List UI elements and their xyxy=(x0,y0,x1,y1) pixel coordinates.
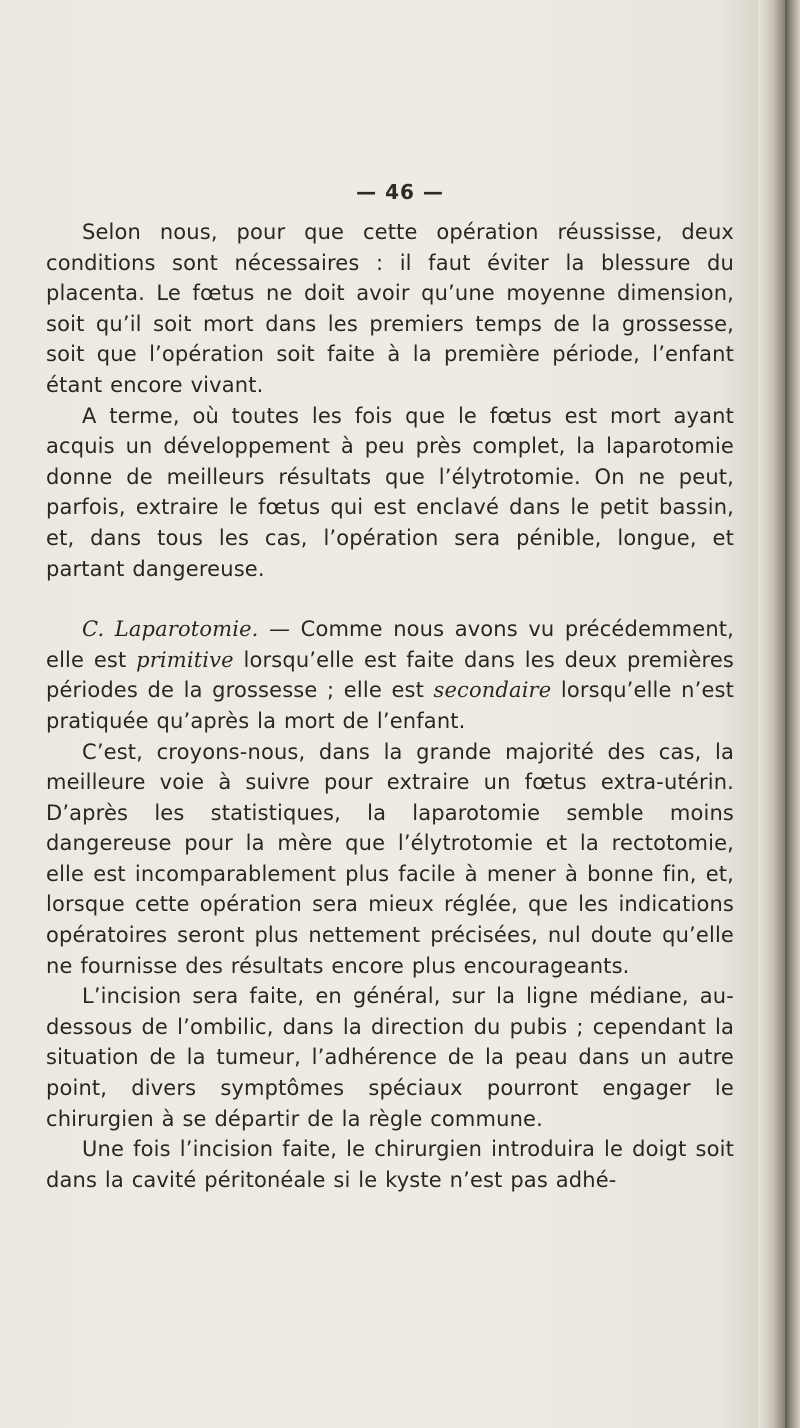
paragraph-5: L’incision sera faite, en général, sur la ligne médiane, au-dessous de l’ombilic, dans la direction du pubis ; cependant la situation de la tumeur, l’adhérence de la peau dans un autre point, divers symptômes spéciaux pourront engager le chirurgien à se départir de la règle commune. xyxy=(46,984,734,1131)
term-primitive: primitive xyxy=(136,647,234,672)
body-text xyxy=(46,217,734,1195)
section-heading: C. Laparotomie. xyxy=(82,617,259,642)
paragraph-6: Une fois l’incision faite, le chirurgien introduira le doigt soit dans la cavité péritonéale si le kyste n’est pas adhé- xyxy=(46,1137,734,1192)
paragraph-3-text-c: lorsqu’elle n’est pratiquée qu’après la mort de l’enfant. xyxy=(46,678,734,733)
paragraph-4: C’est, croyons-nous, dans la grande majorité des cas, la meilleure voie à suivre pour extraire un fœtus extra-utérin. D’après les statistiques, la laparotomie semble moins dangereuse pour la mère que l’élytrotomie et la rectotomie, elle est incomparablement plus facile à mener à bonne fin, et, lorsque cette opération sera mieux réglée, que les indications opératoires seront plus nettement précisées, nul doute qu’elle ne fournisse des résultats encore plus encourageants. xyxy=(46,739,734,978)
term-secondaire: secondaire xyxy=(433,678,552,703)
page-number: — 46 — xyxy=(356,180,444,204)
paragraph-3 xyxy=(46,614,734,736)
paragraph-3-text-a: — Comme nous avons vu précédemment, elle est xyxy=(46,617,734,672)
paragraph-3-text-b: lorsqu’elle est faite dans les deux premières périodes de la grossesse ; elle est xyxy=(46,647,734,703)
paragraph-2: A terme, où toutes les fois que le fœtus est mort ayant acquis un développement à peu près complet, la laparotomie donne de meilleurs résultats que l’élytrotomie. On ne peut, parfois, extraire le fœtus qui est enclavé dans le petit bassin, et, dans tous les cas, l’opération sera pénible, longue, et partant dangereuse. xyxy=(46,403,734,581)
paragraph-1: Selon nous, pour que cette opération réussisse, deux conditions sont nécessaires : il faut éviter la blessure du placenta. Le fœtus ne doit avoir qu’une moyenne dimension, soit qu’il soit mort dans les premiers temps de la grossesse, soit que l’opération soit faite à la première période, l’enfant étant encore vivant. xyxy=(46,220,734,397)
facing-page-edge xyxy=(785,0,800,1428)
